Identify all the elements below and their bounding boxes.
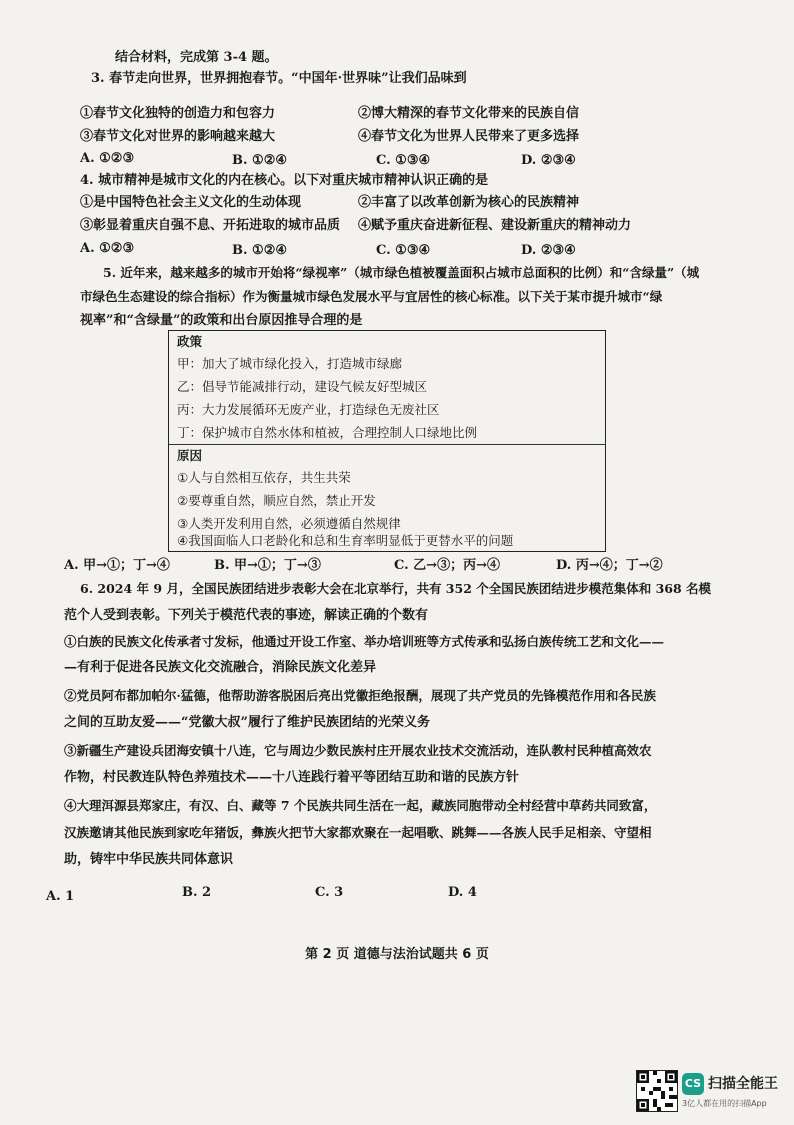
qr-code-icon (636, 1070, 678, 1112)
q6-item-line: 汉族邀请其他民族到家吃年猪饭，彝族火把节大家都欢聚在一起唱歌、跳舞——各族人民手足相亲、守望相 (64, 825, 652, 840)
q4-option-a[interactable]: A. ①②③ (80, 241, 135, 256)
policy-item: 丁：保护城市自然水体和植被，合理控制人口绿地比例 (177, 425, 478, 440)
q3-item: ③春节文化对世界的影响越来越大 (80, 129, 276, 144)
q6-option-b[interactable]: B. 2 (182, 885, 212, 900)
q5-stem-line: 市绿色生态建设的综合指标）作为衡量城市绿色发展水平与宜居性的核心标准。以下关于某市提升城市“绿 (80, 289, 663, 304)
q3-item: ①春节文化独特的创造力和包容力 (80, 106, 276, 121)
policy-item: 乙：倡导节能减排行动，建设气候友好型城区 (177, 379, 428, 394)
q4-option-d[interactable]: D. ②③④ (521, 243, 576, 258)
q6-item-line: ③新疆生产建设兵团海安镇十八连，它与周边少数民族村庄开展农业技术交流活动，连队教村民种植高效农 (64, 743, 652, 758)
q6-item-line: ①白族的民族文化传承者寸发标，他通过开设工作室、举办培训班等方式传承和弘扬白族传统工艺和文化—— (64, 634, 665, 649)
q6-stem-line: 6. 2024 年 9 月，全国民族团结进步表彰大会在北京举行，共有 352 个全国民族团结进步模范集体和 368 名模 (80, 581, 712, 596)
scanner-app-name: 扫描全能王 (708, 1076, 778, 1092)
q5-stem-line: 5. 近年来，越来越多的城市开始将“绿视率”（城市绿色植被覆盖面积占城市总面积的比例）和“含绿量”（城 (103, 265, 700, 280)
q4-item: ②丰富了以改革创新为核心的民族精神 (358, 195, 580, 210)
q6-item-line: ④大理洱源县郑家庄，有汉、白、藏等 7 个民族共同生活在一起，藏族同胞带动全村经营中草药共同致富， (64, 798, 657, 813)
q4-item: ④赋予重庆奋进新征程、建设新重庆的精神动力 (358, 218, 632, 233)
q4-stem: 4. 城市精神是城市文化的内在核心。以下对重庆城市精神认识正确的是 (80, 173, 489, 188)
reason-item: ①人与自然相互依存，共生共荣 (177, 470, 351, 485)
q3-item: ④春节文化为世界人民带来了更多选择 (358, 129, 580, 144)
q3-option-d[interactable]: D. ②③④ (521, 153, 576, 168)
q3-option-a[interactable]: A. ①②③ (80, 151, 135, 166)
camscanner-logo: CS (682, 1073, 704, 1095)
q6-item-line: ②党员阿布都加帕尔·猛德，他帮助游客脱困后亮出党徽拒绝报酬，展现了共产党员的先锋模范作用和各民族 (64, 688, 656, 703)
q4-item: ①是中国特色社会主义文化的生动体现 (80, 195, 302, 210)
reason-item: ②要尊重自然，顺应自然，禁止开发 (177, 493, 376, 508)
q4-item: ③彰显着重庆自强不息、开拓进取的城市品质 (80, 218, 341, 233)
scanner-subtitle: 3亿人都在用的扫描App (682, 1099, 767, 1108)
q6-item-line: 助，铸牢中华民族共同体意识 (64, 852, 234, 867)
q6-item-line: —有利于促进各民族文化交流融合，消除民族文化差异 (64, 660, 377, 675)
reason-item: ③人类开发利用自然，必须遵循自然规律 (177, 516, 401, 531)
intro-text: 结合材料，完成第 3-4 题。 (115, 50, 278, 65)
table-divider (169, 444, 605, 445)
q4-option-b[interactable]: B. ①②④ (232, 243, 288, 258)
policy-item: 丙：大力发展循环无废产业，打造绿色无废社区 (177, 402, 440, 417)
q5-option-d[interactable]: D. 丙→④；丁→② (556, 558, 663, 573)
policy-item: 甲：加大了城市绿化投入，打造城市绿廊 (177, 356, 403, 371)
q6-option-a[interactable]: A. 1 (46, 889, 75, 904)
q6-option-d[interactable]: D. 4 (448, 885, 477, 900)
q5-option-a[interactable]: A. 甲→①；丁→④ (64, 558, 170, 573)
q5-option-b[interactable]: B. 甲→①；丁→③ (214, 558, 321, 573)
q3-item: ②博大精深的春节文化带来的民族自信 (358, 106, 580, 121)
q3-option-c[interactable]: C. ①③④ (376, 153, 431, 168)
q3-option-b[interactable]: B. ①②④ (232, 153, 288, 168)
q5-stem-line: 视率”和“含绿量”的政策和出台原因推导合理的是 (80, 313, 363, 328)
q3-stem: 3. 春节走向世界，世界拥抱春节。“中国年·世界味”让我们品味到 (91, 71, 467, 86)
reason-heading: 原因 (177, 448, 203, 463)
q4-option-c[interactable]: C. ①③④ (376, 243, 431, 258)
policy-heading: 政策 (177, 334, 203, 349)
q6-item-line: 作物，村民教连队特色养殖技术——十八连践行着平等团结互助和谐的民族方针 (64, 770, 520, 785)
q5-option-c[interactable]: C. 乙→③；丙→④ (394, 558, 500, 573)
policy-reason-table (168, 330, 606, 552)
page-footer: 第 2 页 道德与法治试题共 6 页 (305, 947, 489, 962)
reason-item: ④我国面临人口老龄化和总和生育率明显低于更替水平的问题 (177, 533, 514, 548)
q6-item-line: 之间的互助友爱——“党徽大叔”履行了维护民族团结的光荣义务 (64, 715, 430, 730)
q6-option-c[interactable]: C. 3 (315, 885, 344, 900)
q6-stem-line: 范个人受到表彰。下列关于模范代表的事迹，解读正确的个数有 (64, 608, 429, 623)
